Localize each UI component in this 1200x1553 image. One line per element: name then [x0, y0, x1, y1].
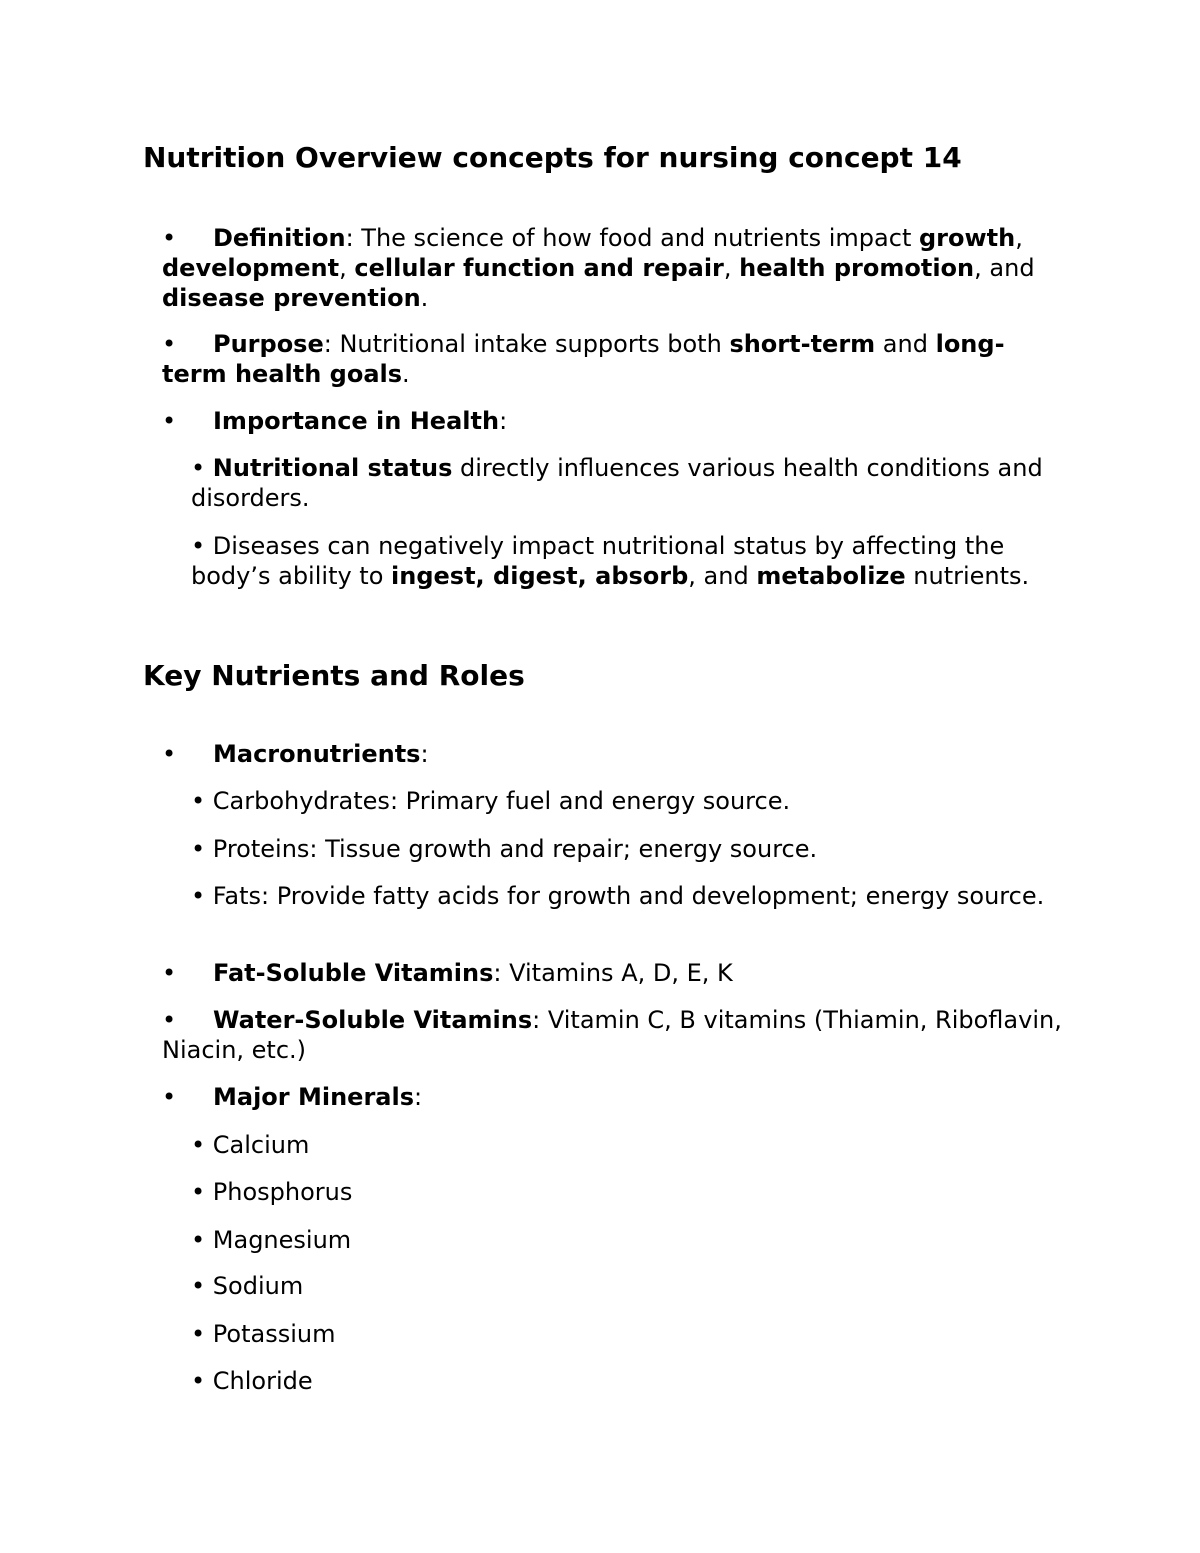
macronutrient-fats: • Fats: Provide fatty acids for growth and development; energy source. — [191, 882, 1045, 910]
bullet: • — [162, 407, 177, 435]
bullet: • — [162, 1083, 177, 1111]
definition-label: Definition — [213, 224, 346, 252]
water-soluble-vitamins-item: • Water-Soluble Vitamins: Vitamin C, B vitamins (Thiamin, Riboflavin, Niacin, etc.) — [162, 1006, 1062, 1064]
definition-item: • Definition: The science of how food and nutrients impact growth, development, cellular function and repair, health promotion, and disease prevention. — [162, 224, 1035, 312]
major-minerals-label: Major Minerals — [213, 1083, 414, 1111]
bullet: • — [162, 224, 177, 252]
bullet: • — [162, 959, 177, 987]
mineral-chloride: • Chloride — [191, 1367, 313, 1395]
importance-subitem-diseases: • Diseases can negatively impact nutritional status by affecting the body’s ability to ingest, digest, absorb, and metabolize nutrients. — [191, 532, 1030, 590]
fat-soluble-vitamins-item: • Fat-Soluble Vitamins: Vitamins A, D, E, K — [162, 959, 733, 987]
bullet: • — [162, 330, 177, 358]
macronutrients-item: • Macronutrients: — [162, 740, 429, 768]
page-title: Nutrition Overview concepts for nursing concept 14 — [143, 141, 962, 174]
importance-item: • Importance in Health: — [162, 407, 508, 435]
mineral-magnesium: • Magnesium — [191, 1226, 352, 1254]
importance-label: Importance in Health — [213, 407, 500, 435]
mineral-calcium: • Calcium — [191, 1131, 310, 1159]
major-minerals-item: • Major Minerals: — [162, 1083, 423, 1111]
bullet: • — [162, 740, 177, 768]
section-title-key-nutrients: Key Nutrients and Roles — [143, 659, 525, 692]
mineral-phosphorus: • Phosphorus — [191, 1178, 353, 1206]
macronutrients-label: Macronutrients — [213, 740, 421, 768]
mineral-potassium: • Potassium — [191, 1320, 336, 1348]
macronutrient-carbohydrates: • Carbohydrates: Primary fuel and energy source. — [191, 787, 791, 815]
bullet: • — [162, 1006, 177, 1034]
mineral-sodium: • Sodium — [191, 1272, 304, 1300]
purpose-label: Purpose — [213, 330, 324, 358]
fat-soluble-label: Fat-Soluble Vitamins — [213, 959, 494, 987]
purpose-item: • Purpose: Nutritional intake supports both short-term and long-term health goals. — [162, 330, 1005, 388]
macronutrient-proteins: • Proteins: Tissue growth and repair; energy source. — [191, 835, 818, 863]
water-soluble-label: Water-Soluble Vitamins — [213, 1006, 533, 1034]
importance-subitem-nutritional-status: • Nutritional status directly influences various health conditions and disorders. — [191, 454, 1043, 512]
